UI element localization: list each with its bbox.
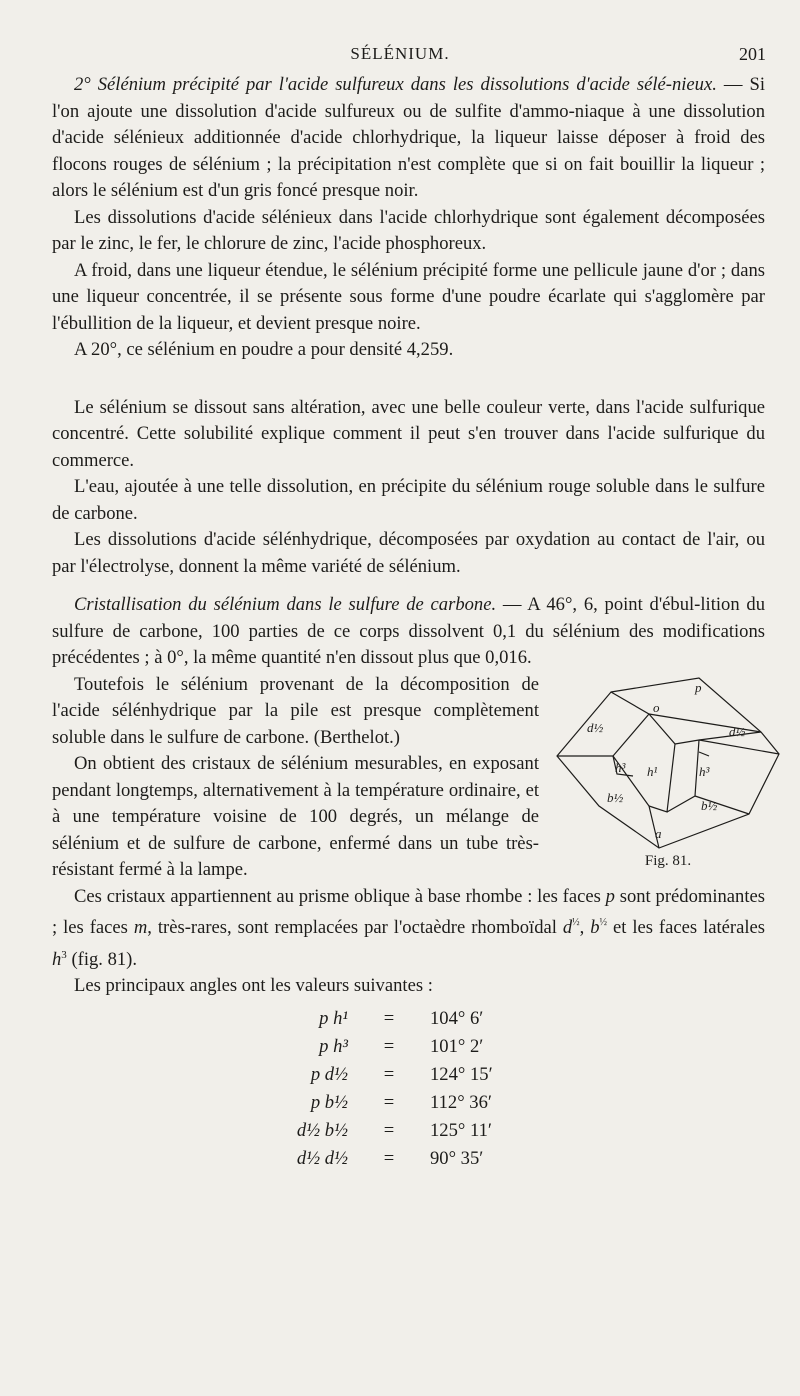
angle-row: d½ b½ = 125° 11′ — [52, 1118, 765, 1146]
angle-value: 101° 2′ — [430, 1036, 484, 1058]
face-label-b-right: b½ — [701, 797, 718, 813]
section-heading: Cristallisation du sélénium dans le sulfure de carbone. — [74, 594, 497, 615]
angle-value: 90° 35′ — [430, 1148, 484, 1170]
angle-name: p h¹ — [319, 1008, 348, 1030]
angle-row: d½ d½ = 90° 35′ — [52, 1146, 765, 1174]
face-label-d-right: d½ — [729, 723, 746, 739]
face-label-d-left: d½ — [587, 719, 604, 735]
edge-label-a: a — [655, 825, 662, 841]
face-label-h3-left: h³ — [615, 759, 626, 775]
figure-caption: Fig. 81. — [644, 852, 692, 869]
paragraph: A froid, dans une liqueur étendue, le sélénium précipité forme une pellicule jaune d'or ; dans une liqueur concentrée, il se présente sous forme d'une poudre écarlate qui s'agglomère par l'ébullition de la liqueur, et devient presque noire. — [52, 259, 765, 334]
angle-value: 104° 6′ — [430, 1008, 484, 1030]
crystal-diagram — [549, 676, 787, 852]
paragraph: Toutefois le sélénium provenant de la décomposition de l'acide sélénhydrique par la pile est presque complètement soluble dans le sulfure de carbone. (Berthelot.) — [52, 673, 539, 748]
paragraph: Les dissolutions d'acide sélénieux dans l'acide chlorhydrique sont également décomposées par le zinc, le fer, le chlorure de zinc, l'acide phosphoreux. — [52, 206, 765, 254]
paragraph: L'eau, ajoutée à une telle dissolution, en précipite du sélénium rouge soluble dans le sulfure de carbone. — [52, 476, 765, 524]
angle-value: 124° 15′ — [430, 1064, 493, 1086]
angle-row: p h¹ = 104° 6′ — [52, 1006, 765, 1034]
angle-row: p d½ = 124° 15′ — [52, 1062, 765, 1090]
angle-name: d½ d½ — [296, 1148, 348, 1170]
angle-row: p h³ = 101° 2′ — [52, 1034, 765, 1062]
paragraph-selenium-precipitated: 2° Sélénium précipité par l'acide sulfureux dans les dissolutions d'acide sélé-nieux. — Si l'on ajoute une dissolution d'acide sulfureux ou de sulfite d'ammo-niaque à une dissolution d'acide sélénieux additionnée d'acide chlorhydrique, la liqueur laisse déposer à froid des flocons rouges de sélénium ; la précipitation n'est complète que si on fait bouillir la liqueur ; alors le sélénium est d'un gris foncé presque noir. — [52, 74, 765, 201]
face-label-h1: h¹ — [647, 763, 658, 779]
face-label-p: p — [695, 679, 702, 695]
face-label-h3-right: h³ — [699, 763, 710, 779]
paragraph: Les principaux angles ont les valeurs suivantes : — [74, 975, 433, 996]
edge-label-o: o — [653, 699, 660, 715]
paragraph-crystallisation: Cristallisation du sélénium dans le sulfure de carbone. — A 46°, 6, point d'ébul-lition du sulfure de carbone, 100 parties de ce corps dissolvent 0,1 du sélénium des modifications précédentes ; à 0°, la même quantité n'en dissout plus que 0,016. — [52, 594, 765, 668]
angle-name: d½ b½ — [296, 1120, 348, 1142]
angle-name: p b½ — [310, 1092, 348, 1114]
paragraph: Les dissolutions d'acide sélénhydrique, décomposées par oxydation au contact de l'air, ou par l'électrolyse, donnent la même variété de sélénium. — [52, 529, 765, 577]
face-label-b-left: b½ — [607, 789, 624, 805]
running-title: SÉLÉNIUM. — [350, 44, 450, 63]
paragraph: A 20°, ce sélénium en poudre a pour densité 4,259. — [74, 339, 454, 360]
angle-value: 125° 11′ — [430, 1120, 492, 1142]
section-heading: 2° Sélénium précipité par l'acide sulfureux dans les dissolutions d'acide sélé-nieux. — [74, 74, 717, 95]
angle-name: p h³ — [319, 1036, 348, 1058]
paragraph: Le sélénium se dissout sans altération, avec une belle couleur verte, dans l'acide sulfurique concentré. Cette solubilité explique comment il peut s'en trouver dans l'acide sulfurique du commerce. — [52, 396, 765, 471]
angle-table — [52, 1006, 765, 1174]
paragraph-crystal-faces: Ces cristaux appartiennent au prisme oblique à base rhombe : les faces p sont prédominantes ; les faces m, très-rares, sont remplacées par l'octaèdre rhomboïdal $d^{\frac{1}{2}}$, $b^{\frac{1}{2}}$ et les faces latérales $h^3$ (fig. 81). — [52, 885, 765, 970]
body-text — [52, 72, 765, 1174]
page-number: 201 — [739, 44, 766, 64]
angle-name: p d½ — [310, 1064, 348, 1086]
figure-81 — [549, 676, 787, 875]
angle-value: 112° 36′ — [430, 1092, 492, 1114]
angle-row: p b½ = 112° 36′ — [52, 1090, 765, 1118]
paragraph: On obtient des cristaux de sélénium mesurables, en exposant pendant longtemps, alternativement à la température ordinaire, et à une température voisine de 100 degrés, un mélange de sélénium et de sulfure de carbone, enfermé dans un tube très-résistant fermé à la lampe. — [52, 753, 539, 880]
page-header — [0, 44, 800, 68]
